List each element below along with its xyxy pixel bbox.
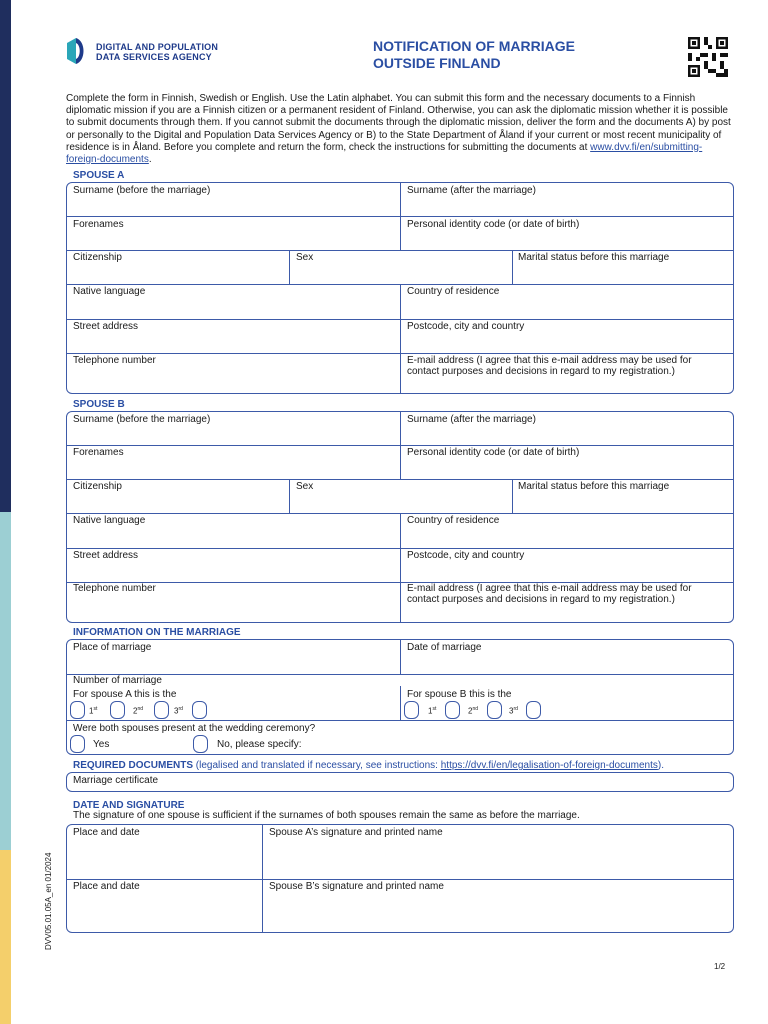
spouse-b-id-code-label: Personal identity code (or date of birth) <box>407 447 580 458</box>
ordinal-3rd <box>174 706 183 716</box>
spouse-a-street-label: Street address <box>73 321 139 332</box>
row-divider <box>67 879 733 880</box>
spouse-a-citizenship-label: Citizenship <box>73 252 122 263</box>
spouse-a-postcode-label: Postcode, city and country <box>407 321 525 332</box>
marriage-certificate-label: Marriage certificate <box>73 775 159 786</box>
ordinal-1st <box>89 706 97 716</box>
page-title <box>373 38 575 72</box>
side-stripe-yellow <box>0 850 11 1024</box>
spouse-b-heading: SPOUSE B <box>73 399 125 410</box>
agency-line-1: DIGITAL AND POPULATION <box>96 42 219 52</box>
ordinal-2: 2 <box>133 706 138 716</box>
spouse-b-email-label: E-mail address (I agree that this e-mail address may be used for contact purposes and decisions in regard to my registration.) <box>407 583 692 605</box>
ordinal-1st <box>428 706 436 716</box>
intro-text: Complete the form in Finnish, Swedish or English. Use the Latin alphabet. You can submit this form and the necessary documents to a Finnish diplomatic mission if you are a Finnish citizen or a permanent resident of Finland. Otherwise, you can ask the diplomatic mission whether it is possible to submit documents through them. If you cannot submit the documents through the diplomatic mission, deliver the form and the documents A) by post or personally to the Digital and Population Data Services Agency or B) to the State Department of Åland if your current or most recent municipality of residence is in Åland. Before you complete and return the form, check the instructions for submitting the documents at <box>66 93 731 153</box>
spouse-b-street-label: Street address <box>73 550 139 561</box>
ordinal-2-sup: nd <box>137 706 144 712</box>
column-divider <box>400 183 401 250</box>
ordinal-1: 1 <box>89 706 94 716</box>
form-code: DVV05.01.05A_en 01/2024 <box>44 852 53 950</box>
column-divider <box>512 250 513 284</box>
row-divider <box>67 674 733 675</box>
column-divider <box>289 250 290 284</box>
spouse-a-heading: SPOUSE A <box>73 170 125 181</box>
spouse-a-country-label: Country of residence <box>407 286 500 297</box>
row-divider <box>67 250 733 251</box>
spouse-a-1st-checkbox[interactable] <box>70 701 85 719</box>
ordinal-3rd <box>509 706 518 716</box>
column-divider <box>400 513 401 623</box>
spouse-b-marital-label: Marital status before this marriage <box>518 481 670 492</box>
spouse-b-other-checkbox[interactable] <box>526 701 541 719</box>
side-stripe-teal <box>0 512 11 850</box>
agency-line-2: DATA SERVICES AGENCY <box>96 52 212 62</box>
spouse-a-marital-label: Marital status before this marriage <box>518 252 670 263</box>
instructions-link[interactable]: www.dvv.fi/en/submitting-foreign-documents <box>66 141 703 166</box>
ordinal-3-sup: rd <box>513 706 518 712</box>
side-stripe-navy <box>0 0 11 512</box>
ordinal-2-sup: nd <box>472 706 479 712</box>
ordinal-3: 3 <box>509 706 514 716</box>
column-divider <box>400 412 401 479</box>
spouse-a-signature-label: Spouse A’s signature and printed name <box>269 827 443 838</box>
spouse-b-telephone-label: Telephone number <box>73 583 156 594</box>
spouse-b-citizenship-label: Citizenship <box>73 481 122 492</box>
spouse-a-forenames-label: Forenames <box>73 219 124 230</box>
spouse-a-surname-after-label: Surname (after the marriage) <box>407 185 536 196</box>
present-yes-checkbox[interactable] <box>70 735 85 753</box>
date-of-marriage-label: Date of marriage <box>407 642 482 653</box>
spouse-a-3rd-checkbox[interactable] <box>154 701 169 719</box>
signature-heading: DATE AND SIGNATURE <box>73 800 185 811</box>
place-date-2-label: Place and date <box>73 881 140 892</box>
spouse-a-number-label: For spouse A this is the <box>73 689 177 700</box>
present-question-label: Were both spouses present at the wedding ceremony? <box>73 723 316 734</box>
spouse-b-2nd-checkbox[interactable] <box>445 701 460 719</box>
spouse-a-email-label: E-mail address (I agree that this e-mail address may be used for contact purposes and decisions in regard to my registration.) <box>407 355 692 377</box>
intro-paragraph <box>66 93 736 166</box>
ordinal-3: 3 <box>174 706 179 716</box>
spouse-b-surname-after-label: Surname (after the marriage) <box>407 414 536 425</box>
spouse-b-1st-checkbox[interactable] <box>404 701 419 719</box>
ordinal-1: 1 <box>428 706 433 716</box>
spouse-b-signature-label: Spouse B’s signature and printed name <box>269 881 444 892</box>
number-of-marriage-label: Number of marriage <box>73 675 162 686</box>
ordinal-2nd <box>133 706 143 716</box>
title-line-1: NOTIFICATION OF MARRIAGE <box>373 38 575 54</box>
required-documents-heading <box>73 760 664 771</box>
place-of-marriage-label: Place of marriage <box>73 642 152 653</box>
spouse-b-native-language-label: Native language <box>73 515 146 526</box>
page-number: 1/2 <box>714 962 726 971</box>
spouse-b-postcode-label: Postcode, city and country <box>407 550 525 561</box>
column-divider <box>289 479 290 513</box>
required-note: (legalised and translated if necessary, see instructions: <box>193 760 441 771</box>
spouse-b-3rd-checkbox[interactable] <box>487 701 502 719</box>
column-divider <box>400 640 401 674</box>
spouse-a-sex-label: Sex <box>296 252 314 263</box>
present-no-checkbox[interactable] <box>193 735 208 753</box>
title-line-2: OUTSIDE FINLAND <box>373 55 501 71</box>
intro-end: . <box>148 154 152 166</box>
spouse-a-native-language-label: Native language <box>73 286 146 297</box>
place-date-1-label: Place and date <box>73 827 140 838</box>
column-divider <box>400 284 401 394</box>
ordinal-3-sup: rd <box>178 706 183 712</box>
ordinal-2nd <box>468 706 478 716</box>
ordinal-1-sup: st <box>93 706 98 712</box>
spouse-a-id-code-label: Personal identity code (or date of birth) <box>407 219 580 230</box>
required-note-end: ). <box>657 760 665 771</box>
spouse-b-sex-label: Sex <box>296 481 314 492</box>
row-divider <box>67 479 733 480</box>
row-divider <box>67 720 733 721</box>
qr-code-icon <box>688 37 728 77</box>
signature-section <box>66 824 734 933</box>
spouse-b-country-label: Country of residence <box>407 515 500 526</box>
present-yes-label: Yes <box>93 739 110 750</box>
signature-note: The signature of one spouse is sufficient if the surnames of both spouses remain the same as before the marriage. <box>73 810 580 821</box>
marriage-heading: INFORMATION ON THE MARRIAGE <box>73 627 241 638</box>
legalisation-link[interactable]: https://dvv.fi/en/legalisation-of-foreign-documents <box>440 760 658 771</box>
spouse-a-2nd-checkbox[interactable] <box>110 701 125 719</box>
spouse-b-forenames-label: Forenames <box>73 447 124 458</box>
ordinal-1-sup: st <box>432 706 437 712</box>
column-divider <box>512 479 513 513</box>
present-no-label: No, please specify: <box>217 739 302 750</box>
spouse-a-section <box>66 182 734 394</box>
agency-name <box>96 42 218 62</box>
column-divider <box>400 686 401 720</box>
spouse-a-other-checkbox[interactable] <box>192 701 207 719</box>
spouse-b-section <box>66 411 734 623</box>
spouse-b-surname-before-label: Surname (before the marriage) <box>73 414 211 425</box>
required-heading: REQUIRED DOCUMENTS <box>73 760 194 771</box>
required-documents-section <box>66 772 734 792</box>
spouse-b-number-label: For spouse B this is the <box>407 689 512 700</box>
spouse-a-surname-before-label: Surname (before the marriage) <box>73 185 211 196</box>
spouse-a-telephone-label: Telephone number <box>73 355 156 366</box>
marriage-section <box>66 639 734 755</box>
column-divider <box>262 825 263 932</box>
agency-logo-icon <box>64 35 88 67</box>
ordinal-2: 2 <box>468 706 473 716</box>
